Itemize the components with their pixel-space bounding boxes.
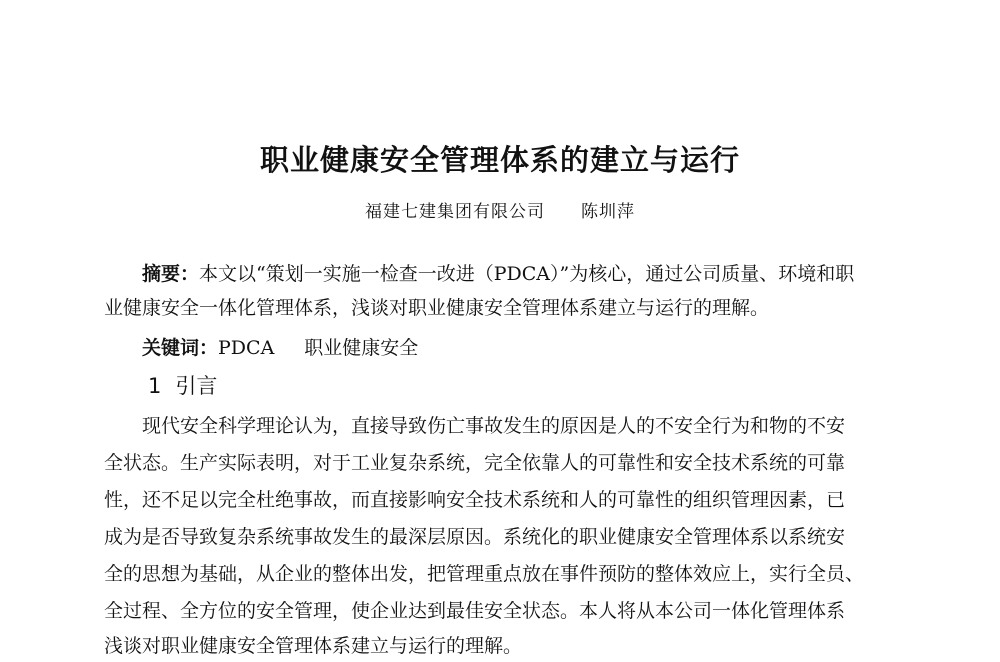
body-line-6: 全过程、全方位的安全管理，使企业达到最佳安全状态。本人将从本公司一体化管理体系 bbox=[104, 600, 846, 622]
keywords-line bbox=[142, 332, 418, 364]
body-line-2: 全状态。生产实际表明，对于工业复杂系统，完全依靠人的可靠性和安全技术系统的可靠 bbox=[104, 452, 846, 474]
paper-title: 职业健康安全管理体系的建立与运行 bbox=[259, 143, 740, 177]
body-line-4: 成为是否导致复杂系统事故发生的最深层原因。系统化的职业健康安全管理体系以系统安 bbox=[104, 526, 846, 548]
section-number: 1 bbox=[148, 374, 162, 398]
body-line-7: 浅谈对职业健康安全管理体系建立与运行的理解。 bbox=[104, 635, 523, 657]
byline bbox=[0, 198, 1000, 226]
author-name: 陈圳萍 bbox=[581, 202, 635, 222]
body-line-1: 现代安全科学理论认为，直接导致伤亡事故发生的原因是人的不安全行为和物的不安 bbox=[142, 415, 846, 437]
body-line-3: 性，还不足以完全杜绝事故，而直接影响安全技术系统和人的可靠性的组织管理因素，已 bbox=[104, 489, 846, 511]
abstract-label: 摘要： bbox=[142, 263, 200, 285]
abstract-text-1: 本文以“策划一实施一检查一改进（PDCA）”为核心，通过公司质量、环境和职 bbox=[199, 263, 855, 285]
abstract-line-2: 业健康安全一体化管理体系，浅谈对职业健康安全管理体系建立与运行的理解。 bbox=[104, 297, 770, 319]
affiliation: 福建七建集团有限公司 bbox=[365, 202, 545, 222]
keyword-2: 职业健康安全 bbox=[304, 337, 419, 359]
section-heading-intro bbox=[148, 370, 217, 402]
keyword-1: PDCA bbox=[218, 337, 275, 359]
section-title: 引言 bbox=[175, 374, 218, 398]
keywords-label: 关键词： bbox=[142, 337, 219, 359]
abstract-line-1 bbox=[142, 258, 854, 290]
body-line-5: 全的思想为基础，从企业的整体出发，把管理重点放在事件预防的整体效应上，实行全员、 bbox=[104, 563, 865, 585]
